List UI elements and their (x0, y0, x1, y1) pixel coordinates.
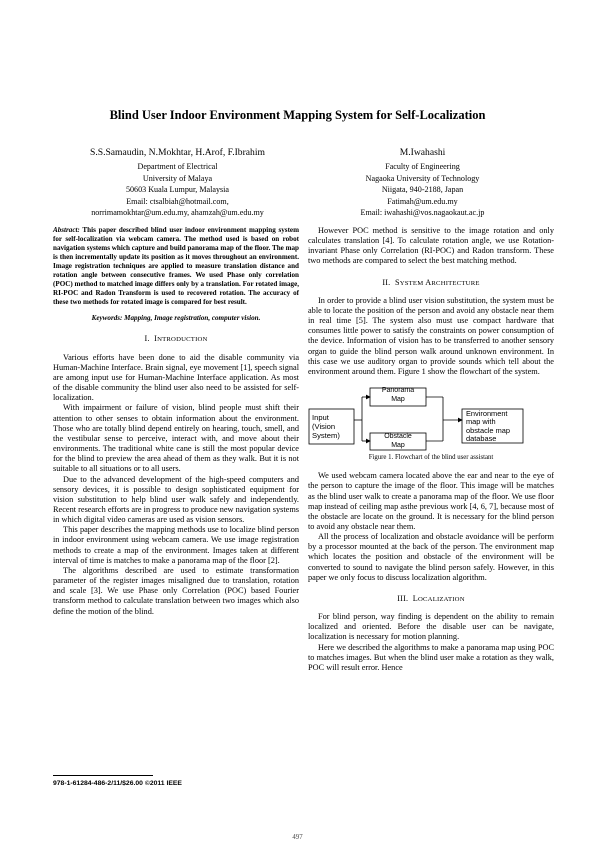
section-title-rest: NTRODUCTION (157, 336, 208, 344)
page-number: 497 (292, 834, 303, 841)
section-title-rest: OCALIZATION (417, 595, 465, 603)
author-department: Faculty of Engineering (385, 162, 460, 171)
author-email-2: norrimamokhtar@um.edu.my, ahamzah@um.edu.my (91, 208, 264, 218)
abstract (53, 226, 299, 307)
panorama-label: Panorama Map (381, 387, 415, 403)
paragraph: Various efforts have been done to aid the disable community via Human-Machine Interface. Brain signal, eye movement [1], speech signal are among input use for Human-Machine Interface application. As most of the disable community the blind user also need to be assisted for self-localization. (53, 352, 299, 403)
figure-caption: Figure 1. Flowchart of the blind user assistant (368, 454, 494, 462)
paragraph: For blind person, way finding is dependent on the ability to remain localized and oriented. Before the disable user can be navigate, localization is necessary for motion planning. (308, 612, 554, 642)
paragraph: Here we described the algorithms to make a panorama map using POC to matches images. But when the blind user make a rotation as they walk, POC will result error. Hence (308, 642, 554, 672)
section-number: III. (397, 593, 409, 603)
paragraph: All the process of localization and obstacle avoidance will be perform by a processor mounted at the back of the person. The environment map which locates the position and obstacle of the environment will be converted to sound to navigate the blind person safely. However, in this paper we only focus to discuss localization algorithm. (308, 532, 554, 582)
section-heading-localization (308, 594, 554, 605)
figure-1-flowchart (308, 385, 554, 451)
section-initial-2: A (425, 277, 432, 287)
author-city: Niigata, 940-2188, Japan (381, 185, 464, 195)
section-title-rest: YSTEM (399, 279, 426, 287)
paragraph: Due to the advanced development of the high-speed computers and sensory devices, it is possible to design sophisticated equipment for vision substitution to help blind user walk safely and independently. Recent research efforts are in progress to produce new navigation systems in which digital video cameras are used as vision sensors. (53, 474, 299, 525)
paper-title: Blind User Indoor Environment Mapping System for Self-Localization (109, 108, 486, 122)
author-department: Department of Electrical (137, 162, 218, 171)
keywords: Keywords: Mapping, Image registration, computer vision. (91, 314, 261, 323)
paragraph: However POC method is sensitive to the image rotation and only calculates translation [4]. To calculate rotation angle, we use Rotation-invariant Phase only Correlation (RI-POC) and Radon transform. These two methods are compared to select the best matching method. (308, 226, 554, 266)
abstract-text: This paper described blind user indoor environment mapping system for self-localization via webcam camera. The method used is based on robot navigation systems which capture and build panorama map of the floor. The map is then incrementally update its position as it moves throughout an environment. Image registration techniques are applied to measure translation distance and rotation angle between consecutive frames. We used Phase only correlation (POC) method to matched image differs only by a translation. For rotated image, RI-POC and Radon Transform is used to recovered rotation. The accuracy of these two methods for rotated image is compared for best result. (53, 226, 299, 307)
author-block-right (300, 146, 545, 219)
environment-label: Environment map with obstacle map database (466, 409, 510, 443)
author-email: Email: ctsalbiah@hotmail.com, (126, 196, 229, 206)
paragraph: The algorithms described are used to estimate transformation parameter of the register images misaligned due to translation, rotation and scale [3]. We use Phase only Correlation (POC) based Fourier transform method to calculate translation between two images which also define the motion of the blind. (53, 565, 299, 616)
section-number: I. (144, 334, 150, 344)
obstacle-label: Obstacle Map (384, 433, 412, 449)
abstract-label: Abstract: (53, 226, 80, 234)
paragraph: In order to provide a blind user vision substitution, the system must be able to locate the position of the person and avoid any obstacle near them in real time [5]. The system also must use compact hardware that consumes little power to satisfy the constraints on power consumption of the device. Information of vision has to be transferred to another sensory organ to guide the blind person walk around unknown environment. In this case we use auditory organ to provide sounds which tell about the environment around them. Figure 1 show the flowchart of the system. (308, 295, 554, 376)
author-email-2: Email: iwahashi@vos.nagaokaut.ac.jp (360, 208, 485, 218)
paragraph: With impairment or failure of vision, blind people must shift their attention to other senses to obtain information about the environment. Those who are totally blind depend entirely on hearing, touch, smell, and the vestibular sense to perceive, interact with, and move about their environments. The traditional white cane is still the most popular device for the blind to preview the area ahead of them as they walk. But it is not suitable to all situations or to all users. (53, 403, 299, 474)
section-initial: I (154, 334, 158, 344)
author-block-left (55, 146, 300, 219)
section-heading-introduction (53, 334, 299, 345)
author-city: 50603 Kuala Lumpur, Malaysia (125, 185, 230, 195)
footer-rule (53, 775, 153, 776)
section-heading-system-architecture (308, 278, 554, 289)
section-initial: S (394, 277, 400, 287)
paragraph: This paper describes the mapping methods use to localize blind person in indoor environment using webcam camera. We use image registration methods to create a map of the environment. Images taken at different interval of time is matches to make a panorama map of the floor [2]. (53, 525, 299, 565)
paragraph: We used webcam camera located above the ear and near to the eye of the person to capture the image of the floor. This image will be matches as the blind user walk to create a panorama map of the floor. We use floor map instead of ceiling map asthe previous work [4, 6, 7], because most of the obstacle are locate on the ground. It is necessary for the blind person to avoid any obstacle near them. (308, 471, 554, 531)
right-column (308, 226, 554, 673)
author-names: M.Iwahashi (399, 147, 446, 158)
author-university: Nagaoka University of Technology (365, 173, 480, 183)
author-university: University of Malaya (142, 173, 213, 183)
footer-copyright: 978-1-61284-486-2/11/$26.00 ©2011 IEEE (53, 780, 182, 787)
author-email: Fatimah@um.edu.my (387, 196, 458, 206)
left-column (53, 226, 299, 617)
section-title-rest-2: RCHITECTURE (431, 279, 480, 287)
section-initial: L (412, 593, 418, 603)
author-names: S.S.Samaudin, N.Mokhtar, H.Arof, F.Ibrahim (90, 147, 265, 158)
section-number: II. (382, 277, 391, 287)
input-label: Input (Vision System) (312, 413, 340, 441)
